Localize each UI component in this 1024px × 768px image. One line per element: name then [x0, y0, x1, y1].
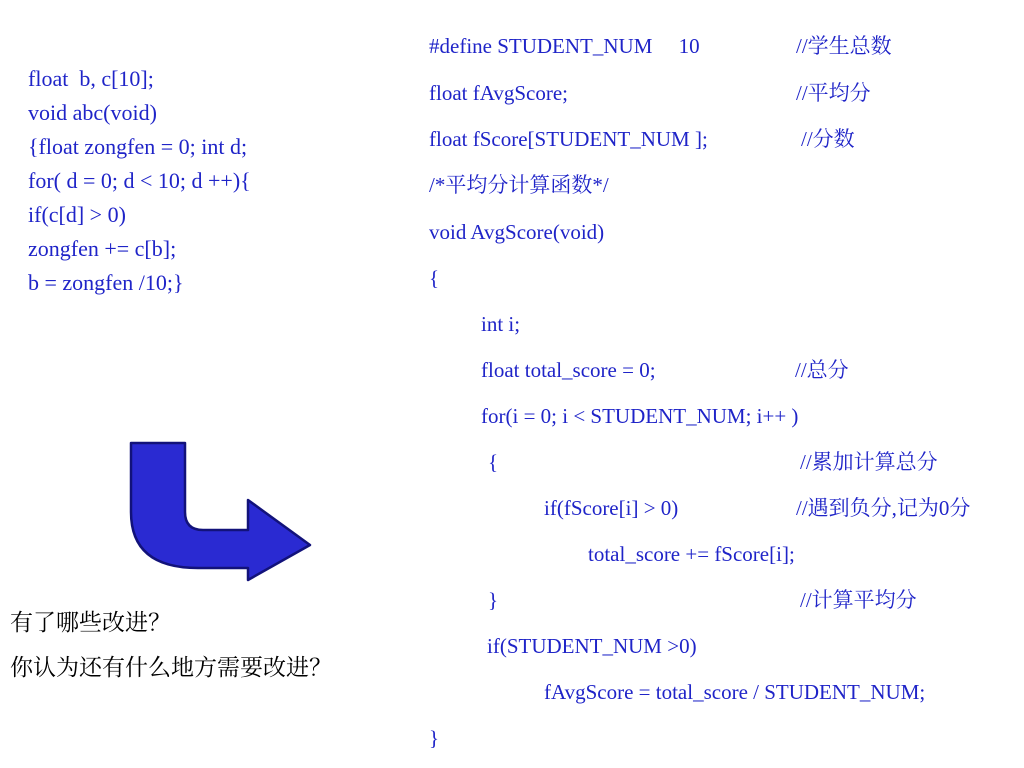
code-line-close-brace: }	[429, 726, 440, 750]
code-line-for: for(i = 0; i < STUDENT_NUM; i++ )	[481, 404, 799, 428]
code-line: for( d = 0; d < 10; d ++){	[28, 168, 251, 193]
code-line: {float zongfen = 0; int d;	[28, 134, 248, 159]
code-comment: //遇到负分,记为0分	[796, 496, 971, 520]
code-comment: //平均分	[796, 81, 871, 105]
code-comment: //分数	[801, 127, 855, 151]
code-line-func-comment: /*平均分计算函数*/	[429, 173, 609, 197]
code-line-total-decl: float total_score = 0;	[481, 358, 656, 382]
code-line-define: #define STUDENT_NUM 10	[429, 34, 700, 58]
code-line: b = zongfen /10;}	[28, 270, 184, 295]
code-line-avg-decl: float fAvgScore;	[429, 81, 568, 105]
code-comment: //累加计算总分	[800, 450, 938, 474]
code-line: float b, c[10];	[28, 66, 154, 91]
code-line: void abc(void)	[28, 100, 157, 125]
code-line: if(c[d] > 0)	[28, 202, 126, 227]
discussion-questions	[10, 600, 332, 690]
code-comment: //计算平均分	[800, 588, 917, 612]
code-line: zongfen += c[b];	[28, 236, 177, 261]
question-further-improvements: 你认为还有什么地方需要改进？	[10, 655, 332, 680]
code-line-for-open: {	[488, 450, 499, 474]
code-line-accumulate: total_score += fScore[i];	[588, 542, 795, 566]
code-line-if-score: if(fScore[i] > 0)	[544, 496, 679, 520]
code-line-avg-assign: fAvgScore = total_score / STUDENT_NUM;	[544, 680, 926, 704]
question-improvements: 有了哪些改进？	[10, 610, 171, 635]
code-line-for-close: }	[488, 588, 499, 612]
code-comment: //学生总数	[796, 34, 892, 58]
code-comment: //总分	[795, 358, 849, 382]
code-line-open-brace: {	[429, 266, 440, 290]
code-line-func-signature: void AvgScore(void)	[429, 220, 605, 244]
original-code-block	[28, 62, 251, 300]
code-line-score-decl: float fScore[STUDENT_NUM ];	[429, 127, 708, 151]
code-line-if-num: if(STUDENT_NUM >0)	[487, 634, 697, 658]
curved-down-right-arrow-icon	[128, 440, 313, 585]
code-line-int-decl: int i;	[481, 312, 521, 336]
